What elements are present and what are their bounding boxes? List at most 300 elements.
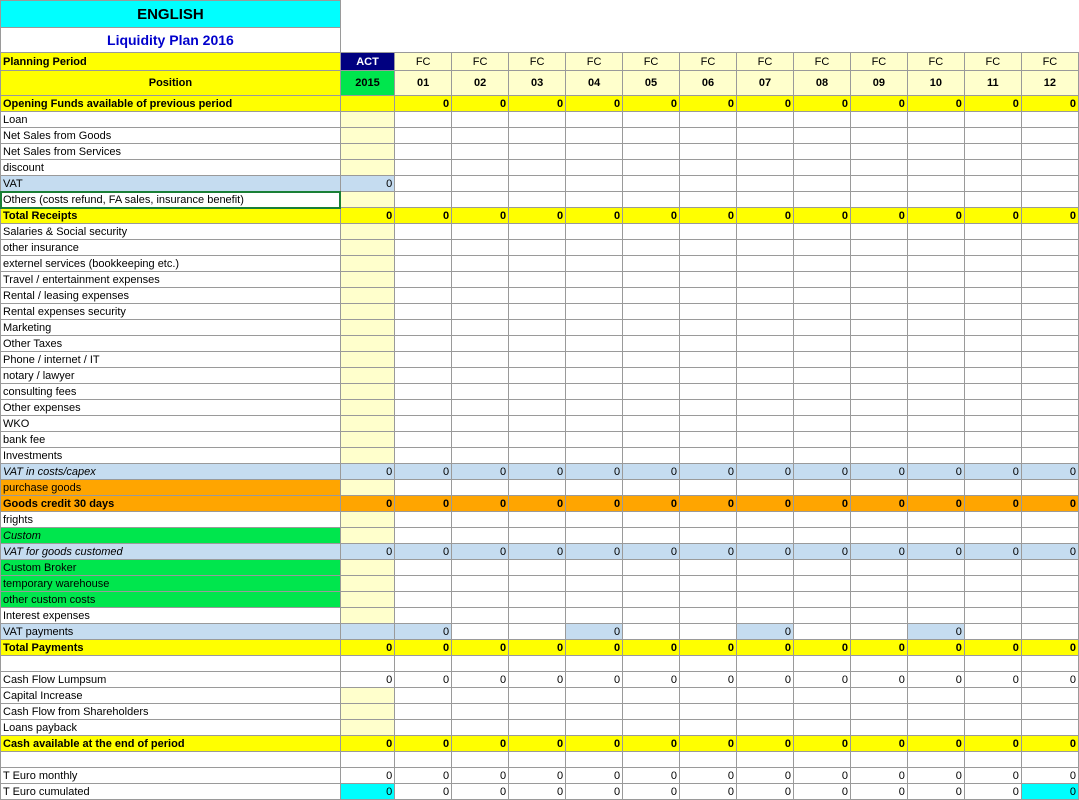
fc-cell[interactable]: 0: [395, 96, 452, 112]
fc-cell[interactable]: 0: [566, 736, 623, 752]
fc-cell[interactable]: [452, 512, 509, 528]
fc-cell[interactable]: [737, 656, 794, 672]
fc-cell[interactable]: [737, 688, 794, 704]
fc-cell[interactable]: 0: [793, 208, 850, 224]
row-label[interactable]: Opening Funds available of previous period: [1, 96, 341, 112]
fc-cell[interactable]: [793, 432, 850, 448]
fc-cell[interactable]: [737, 448, 794, 464]
fc-cell[interactable]: [566, 112, 623, 128]
row-label[interactable]: Phone / internet / IT: [1, 352, 341, 368]
fc-cell[interactable]: [850, 304, 907, 320]
fc-cell[interactable]: [793, 400, 850, 416]
act-cell[interactable]: [340, 240, 394, 256]
table-row[interactable]: [1, 656, 1079, 672]
fc-cell[interactable]: [509, 512, 566, 528]
fc-cell[interactable]: 0: [395, 208, 452, 224]
fc-cell[interactable]: [737, 704, 794, 720]
fc-cell[interactable]: [1021, 240, 1078, 256]
fc-cell[interactable]: [623, 688, 680, 704]
act-cell[interactable]: 0: [340, 768, 394, 784]
fc-cell[interactable]: [566, 368, 623, 384]
row-label[interactable]: Rental / leasing expenses: [1, 288, 341, 304]
fc-cell[interactable]: [623, 320, 680, 336]
fc-cell[interactable]: 0: [850, 496, 907, 512]
fc-cell[interactable]: [509, 400, 566, 416]
fc-cell[interactable]: [623, 144, 680, 160]
fc-cell[interactable]: [1021, 448, 1078, 464]
fc-cell[interactable]: 0: [907, 464, 964, 480]
fc-cell[interactable]: 0: [623, 96, 680, 112]
table-row[interactable]: [1, 336, 1079, 352]
fc-cell[interactable]: [452, 592, 509, 608]
fc-cell[interactable]: [680, 192, 737, 208]
fc-cell[interactable]: [850, 368, 907, 384]
fc-cell[interactable]: [850, 384, 907, 400]
fc-cell[interactable]: [1021, 432, 1078, 448]
fc-cell[interactable]: 0: [964, 640, 1021, 656]
fc-cell[interactable]: [623, 384, 680, 400]
fc-cell[interactable]: [566, 192, 623, 208]
fc-cell[interactable]: 0: [623, 208, 680, 224]
row-label[interactable]: Loans payback: [1, 720, 341, 736]
fc-cell[interactable]: [680, 240, 737, 256]
fc-cell[interactable]: [395, 528, 452, 544]
row-label[interactable]: Others (costs refund, FA sales, insurance benefit): [1, 192, 341, 208]
fc-cell[interactable]: [680, 528, 737, 544]
act-cell[interactable]: [340, 304, 394, 320]
fc-cell[interactable]: [907, 592, 964, 608]
fc-cell[interactable]: [452, 448, 509, 464]
fc-cell[interactable]: [680, 320, 737, 336]
table-row[interactable]: [1, 512, 1079, 528]
fc-cell[interactable]: [793, 176, 850, 192]
fc-cell[interactable]: [793, 256, 850, 272]
fc-cell[interactable]: [452, 624, 509, 640]
table-row[interactable]: [1, 208, 1079, 224]
fc-cell[interactable]: [566, 528, 623, 544]
fc-cell[interactable]: 0: [850, 640, 907, 656]
fc-cell[interactable]: [793, 336, 850, 352]
fc-cell[interactable]: 0: [566, 768, 623, 784]
fc-cell[interactable]: [793, 576, 850, 592]
row-label[interactable]: T Euro monthly: [1, 768, 341, 784]
fc-cell[interactable]: [509, 592, 566, 608]
fc-cell[interactable]: [907, 128, 964, 144]
row-label[interactable]: WKO: [1, 416, 341, 432]
fc-cell[interactable]: [907, 368, 964, 384]
fc-cell[interactable]: [850, 592, 907, 608]
fc-cell[interactable]: [395, 256, 452, 272]
row-label[interactable]: purchase goods: [1, 480, 341, 496]
fc-cell[interactable]: 0: [793, 464, 850, 480]
fc-cell[interactable]: [395, 576, 452, 592]
fc-cell[interactable]: [793, 656, 850, 672]
fc-cell[interactable]: [623, 176, 680, 192]
fc-cell[interactable]: [964, 272, 1021, 288]
fc-cell[interactable]: 0: [793, 784, 850, 800]
row-label[interactable]: Cash Flow Lumpsum: [1, 672, 341, 688]
act-cell[interactable]: [340, 288, 394, 304]
fc-cell[interactable]: 0: [1021, 464, 1078, 480]
table-row[interactable]: [1, 256, 1079, 272]
fc-cell[interactable]: 0: [737, 736, 794, 752]
fc-cell[interactable]: 0: [1021, 496, 1078, 512]
row-label[interactable]: Cash available at the end of period: [1, 736, 341, 752]
fc-cell[interactable]: [566, 352, 623, 368]
fc-cell[interactable]: [623, 128, 680, 144]
fc-cell[interactable]: 0: [566, 672, 623, 688]
row-label[interactable]: VAT: [1, 176, 341, 192]
fc-cell[interactable]: [509, 480, 566, 496]
fc-cell[interactable]: [623, 624, 680, 640]
fc-cell[interactable]: 0: [680, 96, 737, 112]
fc-cell[interactable]: [623, 480, 680, 496]
fc-cell[interactable]: 0: [907, 496, 964, 512]
fc-cell[interactable]: [452, 176, 509, 192]
fc-cell[interactable]: [452, 256, 509, 272]
table-row[interactable]: [1, 368, 1079, 384]
fc-cell[interactable]: 0: [737, 208, 794, 224]
fc-cell[interactable]: [964, 112, 1021, 128]
fc-cell[interactable]: [680, 608, 737, 624]
table-row[interactable]: [1, 160, 1079, 176]
fc-cell[interactable]: [452, 160, 509, 176]
fc-cell[interactable]: 0: [566, 496, 623, 512]
fc-cell[interactable]: [964, 336, 1021, 352]
row-label[interactable]: consulting fees: [1, 384, 341, 400]
fc-cell[interactable]: [850, 720, 907, 736]
fc-cell[interactable]: [566, 336, 623, 352]
fc-cell[interactable]: 0: [509, 640, 566, 656]
fc-cell[interactable]: [395, 704, 452, 720]
fc-cell[interactable]: [964, 128, 1021, 144]
fc-cell[interactable]: 0: [452, 672, 509, 688]
fc-cell[interactable]: [1021, 752, 1078, 768]
fc-cell[interactable]: [737, 240, 794, 256]
fc-cell[interactable]: [680, 576, 737, 592]
fc-cell[interactable]: [395, 240, 452, 256]
fc-cell[interactable]: [793, 560, 850, 576]
fc-cell[interactable]: [566, 240, 623, 256]
fc-cell[interactable]: [395, 304, 452, 320]
fc-cell[interactable]: [850, 128, 907, 144]
fc-cell[interactable]: [395, 192, 452, 208]
fc-cell[interactable]: [964, 480, 1021, 496]
fc-cell[interactable]: [1021, 592, 1078, 608]
row-label[interactable]: Cash Flow from Shareholders: [1, 704, 341, 720]
table-row[interactable]: [1, 784, 1079, 800]
fc-cell[interactable]: [964, 688, 1021, 704]
fc-cell[interactable]: [850, 432, 907, 448]
fc-cell[interactable]: [964, 400, 1021, 416]
fc-cell[interactable]: [452, 336, 509, 352]
act-cell[interactable]: 0: [340, 208, 394, 224]
fc-cell[interactable]: [452, 128, 509, 144]
row-label[interactable]: Investments: [1, 448, 341, 464]
act-cell[interactable]: [340, 448, 394, 464]
fc-cell[interactable]: [509, 336, 566, 352]
fc-cell[interactable]: 0: [964, 208, 1021, 224]
row-label[interactable]: Capital Increase: [1, 688, 341, 704]
fc-cell[interactable]: 0: [907, 624, 964, 640]
fc-cell[interactable]: [737, 608, 794, 624]
fc-cell[interactable]: 0: [623, 672, 680, 688]
fc-cell[interactable]: 0: [680, 496, 737, 512]
act-cell[interactable]: [340, 688, 394, 704]
table-row[interactable]: [1, 192, 1079, 208]
act-cell[interactable]: [340, 512, 394, 528]
fc-cell[interactable]: 0: [680, 464, 737, 480]
act-cell[interactable]: [340, 416, 394, 432]
fc-cell[interactable]: 0: [452, 768, 509, 784]
fc-cell[interactable]: [850, 400, 907, 416]
table-row[interactable]: [1, 608, 1079, 624]
fc-cell[interactable]: [1021, 176, 1078, 192]
act-cell[interactable]: [340, 128, 394, 144]
fc-cell[interactable]: [395, 160, 452, 176]
fc-cell[interactable]: [566, 432, 623, 448]
fc-cell[interactable]: 0: [907, 544, 964, 560]
fc-cell[interactable]: [395, 560, 452, 576]
fc-cell[interactable]: 0: [566, 208, 623, 224]
fc-cell[interactable]: [623, 576, 680, 592]
fc-cell[interactable]: [964, 608, 1021, 624]
fc-cell[interactable]: [1021, 704, 1078, 720]
fc-cell[interactable]: [907, 304, 964, 320]
fc-cell[interactable]: 0: [623, 640, 680, 656]
table-row[interactable]: [1, 400, 1079, 416]
fc-cell[interactable]: [680, 176, 737, 192]
fc-cell[interactable]: [793, 352, 850, 368]
fc-cell[interactable]: [452, 704, 509, 720]
act-cell[interactable]: 0: [340, 784, 394, 800]
fc-cell[interactable]: [850, 448, 907, 464]
fc-cell[interactable]: [509, 384, 566, 400]
fc-cell[interactable]: 0: [509, 496, 566, 512]
fc-cell[interactable]: [509, 304, 566, 320]
fc-cell[interactable]: [1021, 720, 1078, 736]
fc-cell[interactable]: [509, 416, 566, 432]
table-row[interactable]: [1, 672, 1079, 688]
fc-cell[interactable]: [1021, 656, 1078, 672]
table-row[interactable]: [1, 640, 1079, 656]
fc-cell[interactable]: [680, 368, 737, 384]
act-cell[interactable]: [340, 720, 394, 736]
fc-cell[interactable]: [907, 352, 964, 368]
fc-cell[interactable]: 0: [964, 736, 1021, 752]
fc-cell[interactable]: 0: [680, 208, 737, 224]
fc-cell[interactable]: 0: [395, 544, 452, 560]
fc-cell[interactable]: [737, 560, 794, 576]
fc-cell[interactable]: [737, 400, 794, 416]
fc-cell[interactable]: [680, 144, 737, 160]
fc-cell[interactable]: [850, 480, 907, 496]
fc-cell[interactable]: 0: [1021, 736, 1078, 752]
fc-cell[interactable]: [509, 128, 566, 144]
fc-cell[interactable]: 0: [907, 784, 964, 800]
fc-cell[interactable]: [395, 608, 452, 624]
fc-cell[interactable]: [452, 240, 509, 256]
fc-cell[interactable]: [850, 288, 907, 304]
fc-cell[interactable]: [964, 752, 1021, 768]
fc-cell[interactable]: [964, 144, 1021, 160]
fc-cell[interactable]: [793, 320, 850, 336]
fc-cell[interactable]: [680, 128, 737, 144]
fc-cell[interactable]: [1021, 576, 1078, 592]
table-row[interactable]: [1, 352, 1079, 368]
fc-cell[interactable]: [395, 752, 452, 768]
row-label[interactable]: VAT payments: [1, 624, 341, 640]
fc-cell[interactable]: [623, 560, 680, 576]
fc-cell[interactable]: 0: [395, 736, 452, 752]
fc-cell[interactable]: 0: [509, 736, 566, 752]
fc-cell[interactable]: [907, 416, 964, 432]
fc-cell[interactable]: [566, 480, 623, 496]
fc-cell[interactable]: [452, 304, 509, 320]
table-row[interactable]: [1, 544, 1079, 560]
fc-cell[interactable]: [680, 688, 737, 704]
fc-cell[interactable]: [907, 400, 964, 416]
fc-cell[interactable]: [452, 528, 509, 544]
fc-cell[interactable]: [680, 416, 737, 432]
fc-cell[interactable]: [452, 576, 509, 592]
fc-cell[interactable]: [793, 608, 850, 624]
fc-cell[interactable]: [793, 112, 850, 128]
row-label[interactable]: VAT in costs/capex: [1, 464, 341, 480]
fc-cell[interactable]: 0: [964, 544, 1021, 560]
fc-cell[interactable]: 0: [566, 624, 623, 640]
fc-cell[interactable]: [623, 752, 680, 768]
fc-cell[interactable]: 0: [793, 496, 850, 512]
fc-cell[interactable]: 0: [964, 496, 1021, 512]
fc-cell[interactable]: 0: [964, 768, 1021, 784]
fc-cell[interactable]: [907, 288, 964, 304]
fc-cell[interactable]: 0: [395, 464, 452, 480]
fc-cell[interactable]: [793, 624, 850, 640]
fc-cell[interactable]: [737, 176, 794, 192]
fc-cell[interactable]: [452, 560, 509, 576]
fc-cell[interactable]: [1021, 512, 1078, 528]
fc-cell[interactable]: [566, 448, 623, 464]
fc-cell[interactable]: [964, 224, 1021, 240]
fc-cell[interactable]: [850, 704, 907, 720]
fc-cell[interactable]: [964, 560, 1021, 576]
fc-cell[interactable]: [509, 240, 566, 256]
fc-cell[interactable]: [623, 272, 680, 288]
fc-cell[interactable]: [793, 448, 850, 464]
fc-cell[interactable]: 0: [737, 496, 794, 512]
fc-cell[interactable]: [1021, 480, 1078, 496]
row-label[interactable]: [1, 752, 341, 768]
fc-cell[interactable]: [680, 272, 737, 288]
fc-cell[interactable]: [850, 512, 907, 528]
fc-cell[interactable]: [850, 352, 907, 368]
row-label[interactable]: temporary warehouse: [1, 576, 341, 592]
act-cell[interactable]: 0: [340, 464, 394, 480]
fc-cell[interactable]: [452, 688, 509, 704]
row-label[interactable]: Salaries & Social security: [1, 224, 341, 240]
row-label[interactable]: Loan: [1, 112, 341, 128]
fc-cell[interactable]: [793, 224, 850, 240]
fc-cell[interactable]: 0: [1021, 784, 1078, 800]
fc-cell[interactable]: [964, 704, 1021, 720]
fc-cell[interactable]: [907, 144, 964, 160]
row-label[interactable]: bank fee: [1, 432, 341, 448]
fc-cell[interactable]: [793, 704, 850, 720]
fc-cell[interactable]: [623, 288, 680, 304]
fc-cell[interactable]: [964, 368, 1021, 384]
fc-cell[interactable]: 0: [964, 96, 1021, 112]
fc-cell[interactable]: [566, 224, 623, 240]
table-row[interactable]: [1, 176, 1079, 192]
fc-cell[interactable]: [964, 384, 1021, 400]
fc-cell[interactable]: [566, 160, 623, 176]
fc-cell[interactable]: [1021, 560, 1078, 576]
row-label[interactable]: Net Sales from Services: [1, 144, 341, 160]
fc-cell[interactable]: [907, 384, 964, 400]
fc-cell[interactable]: [850, 336, 907, 352]
fc-cell[interactable]: [623, 368, 680, 384]
fc-cell[interactable]: [907, 112, 964, 128]
fc-cell[interactable]: [566, 320, 623, 336]
fc-cell[interactable]: [964, 624, 1021, 640]
fc-cell[interactable]: [623, 720, 680, 736]
fc-cell[interactable]: 0: [566, 96, 623, 112]
fc-cell[interactable]: [1021, 224, 1078, 240]
act-cell[interactable]: 0: [340, 640, 394, 656]
fc-cell[interactable]: [850, 688, 907, 704]
fc-cell[interactable]: [1021, 688, 1078, 704]
table-row[interactable]: [1, 464, 1079, 480]
fc-cell[interactable]: [737, 288, 794, 304]
fc-cell[interactable]: [680, 336, 737, 352]
fc-cell[interactable]: 0: [793, 768, 850, 784]
fc-cell[interactable]: [964, 160, 1021, 176]
fc-cell[interactable]: [680, 384, 737, 400]
fc-cell[interactable]: [793, 128, 850, 144]
fc-cell[interactable]: 0: [1021, 768, 1078, 784]
fc-cell[interactable]: [907, 688, 964, 704]
fc-cell[interactable]: [623, 160, 680, 176]
fc-cell[interactable]: [907, 432, 964, 448]
fc-cell[interactable]: [680, 704, 737, 720]
fc-cell[interactable]: [1021, 192, 1078, 208]
fc-cell[interactable]: [509, 368, 566, 384]
fc-cell[interactable]: [452, 432, 509, 448]
fc-cell[interactable]: [623, 416, 680, 432]
row-label[interactable]: [1, 656, 341, 672]
fc-cell[interactable]: [1021, 272, 1078, 288]
fc-cell[interactable]: 0: [509, 672, 566, 688]
fc-cell[interactable]: [509, 288, 566, 304]
table-row[interactable]: [1, 416, 1079, 432]
fc-cell[interactable]: [680, 112, 737, 128]
act-cell[interactable]: 0: [340, 544, 394, 560]
fc-cell[interactable]: 0: [452, 464, 509, 480]
fc-cell[interactable]: [793, 368, 850, 384]
fc-cell[interactable]: 0: [850, 768, 907, 784]
fc-cell[interactable]: [452, 656, 509, 672]
fc-cell[interactable]: 0: [1021, 672, 1078, 688]
fc-cell[interactable]: [964, 176, 1021, 192]
table-row[interactable]: [1, 320, 1079, 336]
table-row[interactable]: [1, 304, 1079, 320]
fc-cell[interactable]: [793, 688, 850, 704]
fc-cell[interactable]: [850, 112, 907, 128]
fc-cell[interactable]: [907, 752, 964, 768]
fc-cell[interactable]: [623, 448, 680, 464]
fc-cell[interactable]: [737, 224, 794, 240]
